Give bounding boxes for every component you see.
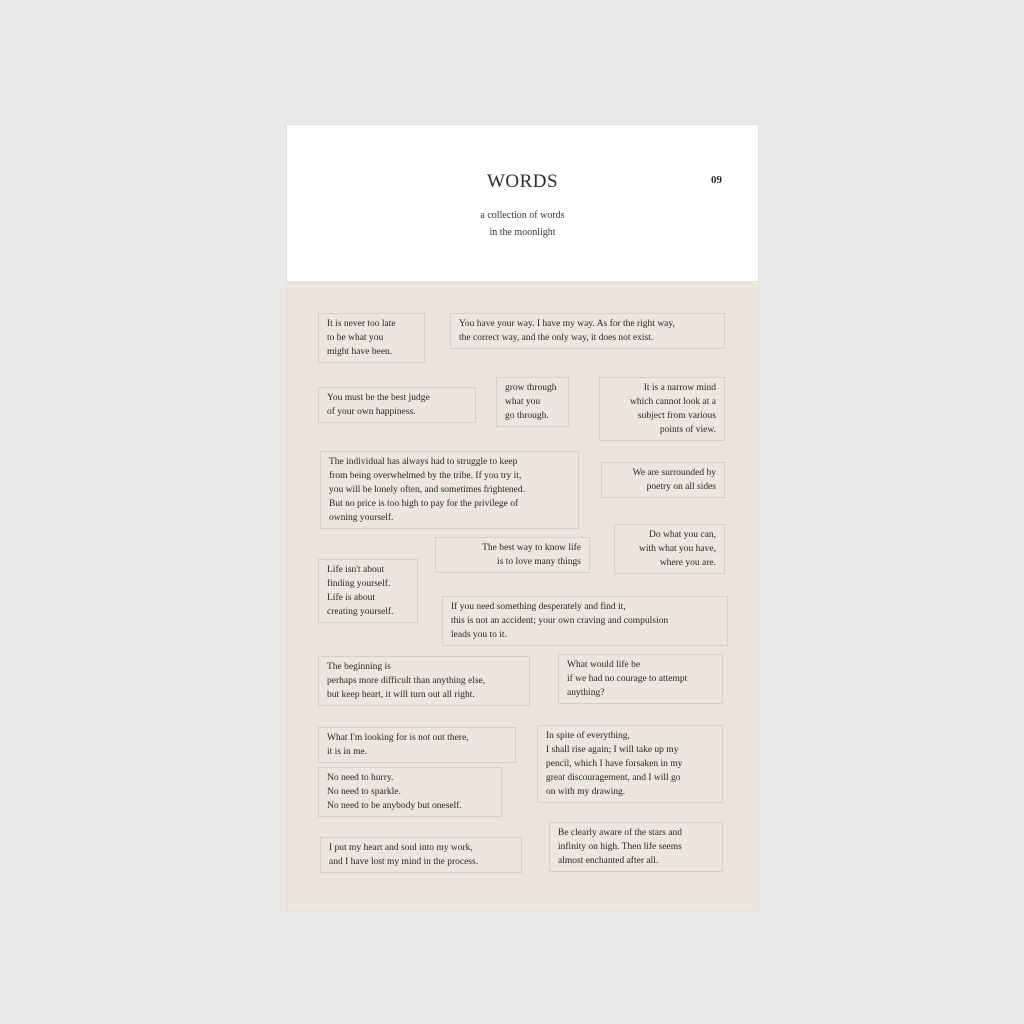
quote-sticker[interactable]: Be clearly aware of the stars and infinity on high. Then life seems almost enchanted after all. xyxy=(549,822,723,872)
quote-sticker[interactable]: The beginning is perhaps more difficult than anything else, but keep heart, it will turn out all right. xyxy=(318,656,530,706)
quote-sticker[interactable]: Do what you can, with what you have, where you are. xyxy=(614,524,725,574)
quote-sticker[interactable]: I put my heart and soul into my work, and I have lost my mind in the process. xyxy=(320,837,522,873)
quote-sticker[interactable]: You have your way. I have my way. As for the right way, the correct way, and the only way, it does not exist. xyxy=(450,313,725,349)
quote-sticker[interactable]: If you need something desperately and find it, this is not an accident; your own craving and compulsion leads you to it. xyxy=(442,596,728,646)
quote-sticker[interactable]: What would life be if we had no courage to attempt anything? xyxy=(558,654,723,704)
subtitle-line-2: in the moonlight xyxy=(489,227,556,238)
quote-sticker[interactable]: We are surrounded by poetry on all sides xyxy=(601,462,725,498)
issue-number: 09 xyxy=(711,174,722,186)
quote-sticker[interactable]: What I'm looking for is not out there, it is in me. xyxy=(318,727,516,763)
quote-sticker[interactable]: It is a narrow mind which cannot look at a subject from various points of view. xyxy=(599,377,725,441)
quote-sticker[interactable]: It is never too late to be what you might have been. xyxy=(318,313,425,363)
subtitle-line-1: a collection of words xyxy=(480,210,565,221)
quote-sticker[interactable]: grow through what you go through. xyxy=(496,377,569,427)
quote-sticker[interactable]: In spite of everything, I shall rise again; I will take up my pencil, which I have forsaken in my great discouragement, and I will go on with my drawing. xyxy=(537,725,723,803)
quote-sticker[interactable]: Life isn't about finding yourself. Life is about creating yourself. xyxy=(318,559,418,623)
quote-sticker[interactable]: The best way to know life is to love many things xyxy=(435,537,590,573)
sticker-sheet xyxy=(287,125,758,911)
sheet-title: WORDS xyxy=(486,171,559,192)
quote-sticker[interactable]: The individual has always had to struggle to keep from being overwhelmed by the tribe. If you try it, you will be lonely often, and sometimes frightened. But no price is too high to pay for the privilege of owning yourself. xyxy=(320,451,579,529)
sheet-header xyxy=(287,125,758,281)
quote-sticker[interactable]: No need to hurry. No need to sparkle. No need to be anybody but oneself. xyxy=(318,767,502,817)
quote-sticker[interactable]: You must be the best judge of your own happiness. xyxy=(318,387,476,423)
